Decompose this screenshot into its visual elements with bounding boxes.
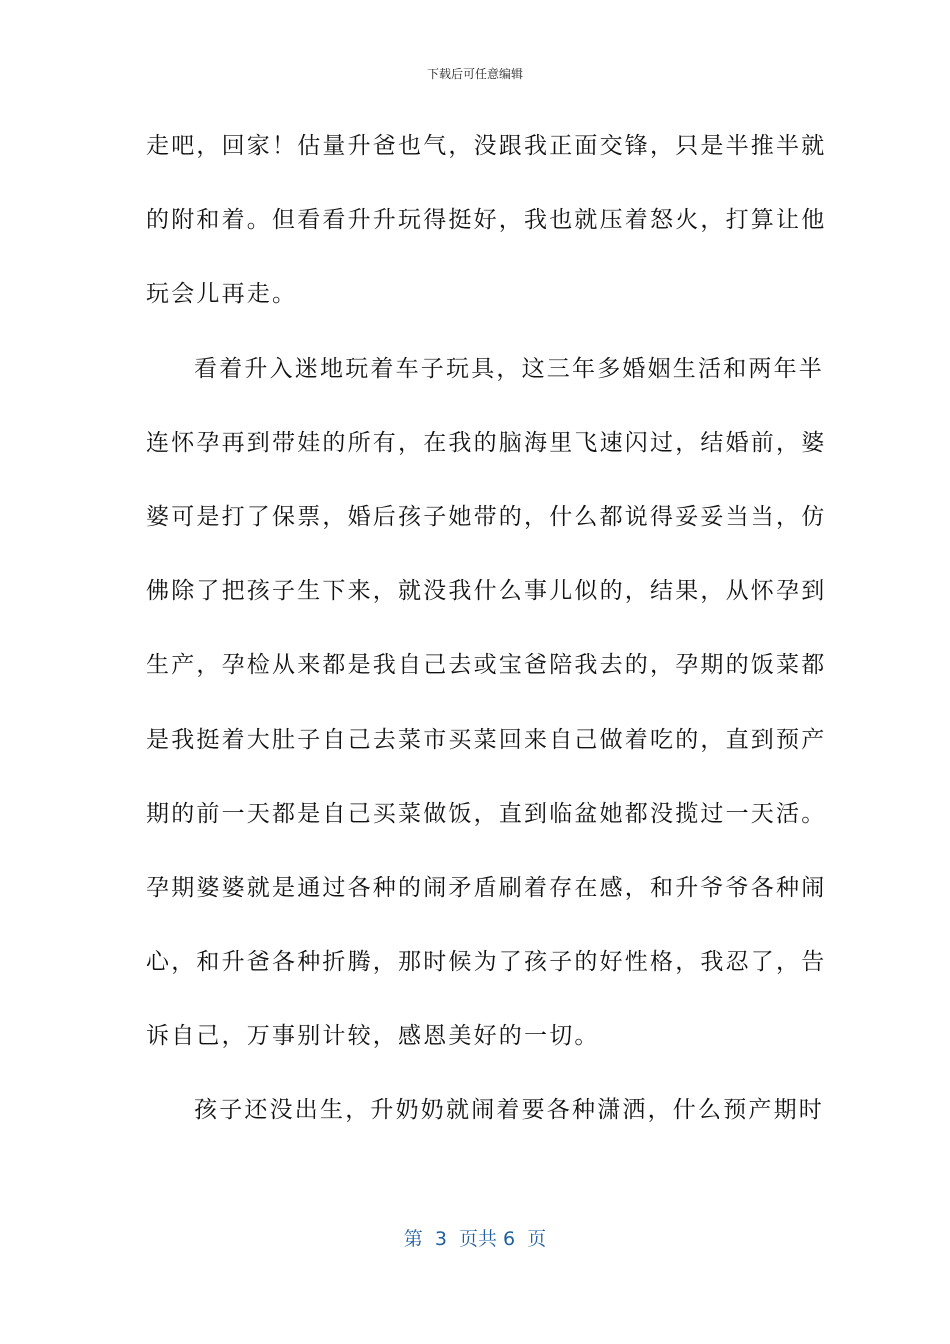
paragraph-first-line: 孩子还没出生，升奶奶就闹着要各种潇洒，什么预产期时	[194, 1097, 824, 1124]
document-body	[146, 126, 827, 1165]
paragraph-first-line: 看着升入迷地玩着车子玩具，这三年多婚姻生活和两年半	[194, 355, 824, 382]
text-line: 玩会儿再走。	[146, 281, 298, 308]
text-line: 是我挺着大肚子自己去菜市买菜回来自己做着吃的，直到预产	[146, 726, 827, 753]
text-line: 走吧，回家！估量升爸也气，没跟我正面交锋，只是半推半就	[146, 133, 827, 159]
page-footer: 第 3 页共 6 页	[403, 1228, 547, 1250]
text-line: 的附和着。但看看升升玩得挺好，我也就压着怒火，打算让他	[146, 207, 827, 234]
text-line: 孕期婆婆就是通过各种的闹矛盾刷着存在感，和升爷爷各种闹	[146, 874, 827, 901]
text-line: 佛除了把孩子生下来，就没我什么事儿似的，结果，从怀孕到	[146, 578, 827, 605]
text-line: 诉自己，万事别计较，感恩美好的一切。	[146, 1023, 600, 1050]
text-line: 心，和升爸各种折腾，那时候为了孩子的好性格，我忍了，告	[146, 949, 827, 976]
text-line: 生产，孕检从来都是我自己去或宝爸陪我去的，孕期的饭菜都	[146, 652, 827, 679]
text-line: 连怀孕再到带娃的所有，在我的脑海里飞速闪过，结婚前，婆	[146, 429, 827, 456]
page-header: 下载后可任意编辑	[426, 67, 523, 81]
text-line: 婆可是打了保票，婚后孩子她带的，什么都说得妥妥当当，仿	[146, 503, 827, 530]
text-line: 期的前一天都是自己买菜做饭，直到临盆她都没揽过一天活。	[146, 800, 827, 827]
